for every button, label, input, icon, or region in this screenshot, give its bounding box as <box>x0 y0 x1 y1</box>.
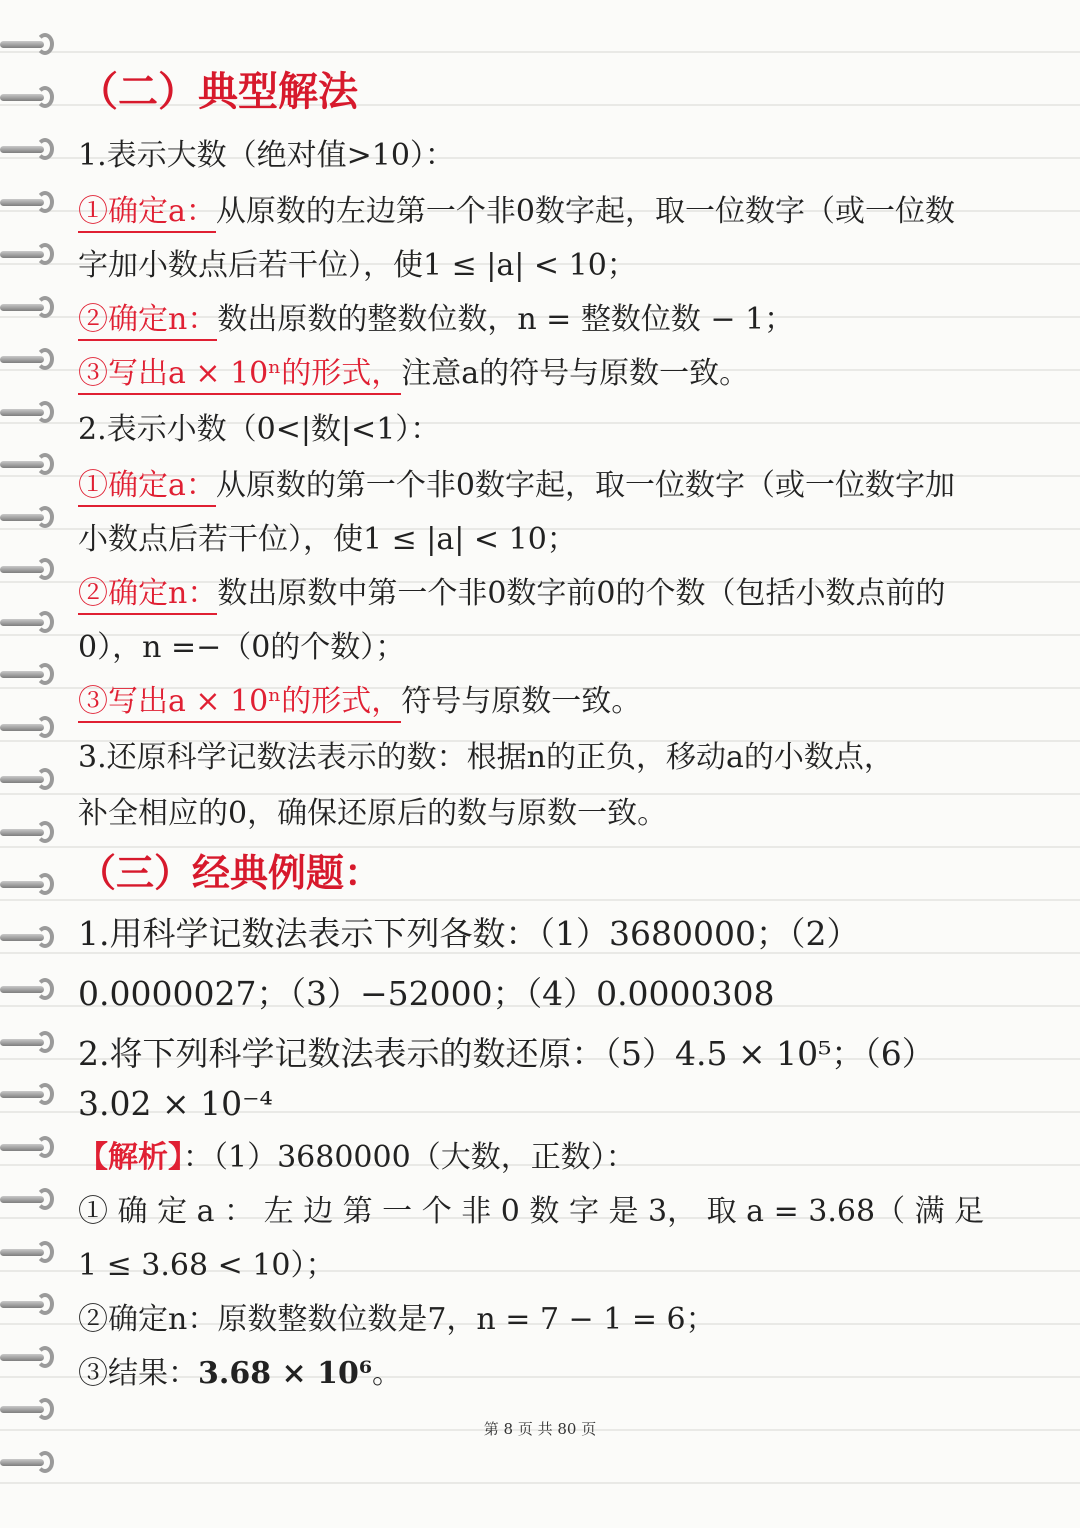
ring-loop <box>36 348 54 370</box>
binding-ring <box>0 83 62 113</box>
binding-ring <box>0 398 62 428</box>
ring-loop <box>36 138 54 160</box>
ring-loop <box>36 1346 54 1368</box>
binding-ring <box>0 188 62 218</box>
ring-loop <box>36 558 54 580</box>
binding-ring <box>0 1238 62 1268</box>
analysis-label: 【解析】 <box>78 1140 183 1175</box>
binding-ring <box>0 293 62 323</box>
method-2-step-2 <box>78 568 946 612</box>
analysis-step-1-cont: 1 ≤ 3.68 < 10）； <box>78 1248 336 1283</box>
step-text: 从原数的左边第一个非0数字起，取一位数字（或一位数 <box>215 194 955 229</box>
method-1-step-1-cont: 字加小数点后若干位），使1 ≤ |a| < 10； <box>78 248 637 283</box>
method-3-text: 3.还原科学记数法表示的数：根据n的正负，移动a的小数点， <box>78 740 894 775</box>
ring-loop <box>36 978 54 1000</box>
example-question-2: 2.将下列科学记数法表示的数还原：（5）4.5 × 10⁵；（6） <box>78 1034 935 1073</box>
binding-ring <box>0 660 62 690</box>
section-heading-methods: （二）典型解法 <box>78 68 358 115</box>
analysis-step-1: ① 确 定 a ： 左 边 第 一 个 非 0 数 字 是 3， 取 a = 3.68（ 满 足 <box>78 1194 985 1229</box>
binding-ring <box>0 30 62 60</box>
step-text: 从原数的第一个非0数字起，取一位数字（或一位数字加 <box>215 468 955 503</box>
ring-loop <box>36 1188 54 1210</box>
binding-ring <box>0 345 62 375</box>
ring-loop <box>36 296 54 318</box>
ring-loop <box>36 243 54 265</box>
ring-loop <box>36 821 54 843</box>
binding-ring <box>0 1080 62 1110</box>
ring-loop <box>36 716 54 738</box>
binding-ring <box>0 608 62 638</box>
method-2-step-2-cont: 0），n =−（0的个数）； <box>78 630 406 665</box>
analysis-step-3 <box>78 1348 402 1392</box>
method-1-step-1 <box>78 186 955 230</box>
binding-ring <box>0 870 62 900</box>
binding-ring <box>0 1448 62 1478</box>
step-label: ③写出a × 10ⁿ的形式， <box>78 684 401 723</box>
method-2-step-1 <box>78 460 955 504</box>
example-question-1: 1.用科学记数法表示下列各数：（1）3680000；（2） <box>78 914 860 953</box>
binding-ring <box>0 765 62 795</box>
step-text: 符号与原数一致。 <box>401 684 642 719</box>
binding-ring <box>0 450 62 480</box>
ring-loop <box>36 926 54 948</box>
binding-ring <box>0 975 62 1005</box>
ring-loop <box>36 86 54 108</box>
section-heading-examples: （三）经典例题： <box>78 850 383 895</box>
spiral-binding <box>0 30 70 1500</box>
binding-ring <box>0 923 62 953</box>
ring-loop <box>36 453 54 475</box>
analysis-step-2: ②确定n：原数整数位数是7，n = 7 − 1 = 6； <box>78 1302 716 1337</box>
binding-ring <box>0 818 62 848</box>
binding-ring <box>0 1028 62 1058</box>
analysis-intro <box>78 1132 636 1176</box>
step-label: ③写出a × 10ⁿ的形式， <box>78 356 401 395</box>
result-value: 3.68 × 10⁶ <box>198 1356 372 1391</box>
ring-loop <box>36 33 54 55</box>
result-end: 。 <box>371 1356 402 1391</box>
ring-loop <box>36 611 54 633</box>
ring-loop <box>36 1293 54 1315</box>
method-2-step-3 <box>78 676 641 720</box>
ring-loop <box>36 401 54 423</box>
binding-ring <box>0 1343 62 1373</box>
binding-ring <box>0 1290 62 1320</box>
example-question-2-cont: 3.02 × 10⁻⁴ <box>78 1084 273 1123</box>
method-2-title: 2.表示小数（0<|数|<1）： <box>78 412 441 447</box>
ring-loop <box>36 191 54 213</box>
ring-loop <box>36 873 54 895</box>
method-2-step-1-cont: 小数点后若干位），使1 ≤ |a| < 10； <box>78 522 577 557</box>
example-question-1-cont: 0.0000027；（3）−52000；（4）0.0000308 <box>78 974 775 1013</box>
ring-loop <box>36 1241 54 1263</box>
ring-loop <box>36 1398 54 1420</box>
step-label: ②确定n： <box>78 302 217 341</box>
analysis-intro-text: ：（1）3680000（大数，正数）： <box>183 1140 636 1175</box>
ring-loop <box>36 1083 54 1105</box>
binding-ring <box>0 713 62 743</box>
ring-loop <box>36 1136 54 1158</box>
binding-ring <box>0 555 62 585</box>
step-label: ①确定a： <box>78 194 216 233</box>
binding-ring <box>0 503 62 533</box>
step-label: ①确定a： <box>78 468 216 507</box>
ring-loop <box>36 1031 54 1053</box>
ring-loop <box>36 663 54 685</box>
binding-ring <box>0 135 62 165</box>
ring-loop <box>36 506 54 528</box>
method-1-step-3 <box>78 348 749 392</box>
binding-ring <box>0 1133 62 1163</box>
result-label: ③结果： <box>78 1356 198 1391</box>
binding-ring <box>0 1185 62 1215</box>
step-text: 注意a的符号与原数一致。 <box>401 356 750 391</box>
step-label: ②确定n： <box>78 576 217 615</box>
page-number: 第 8 页 共 80 页 <box>483 1420 597 1438</box>
method-1-title: 1.表示大数（绝对值>10）： <box>78 138 455 173</box>
ring-loop <box>36 768 54 790</box>
step-text: 数出原数的整数位数，n = 整数位数 − 1； <box>217 302 795 337</box>
binding-ring <box>0 240 62 270</box>
method-1-step-2 <box>78 294 794 338</box>
ring-loop <box>36 1451 54 1473</box>
method-3-text-cont: 补全相应的0，确保还原后的数与原数一致。 <box>78 796 668 831</box>
step-text: 数出原数中第一个非0数字前0的个数（包括小数点前的 <box>217 576 946 611</box>
